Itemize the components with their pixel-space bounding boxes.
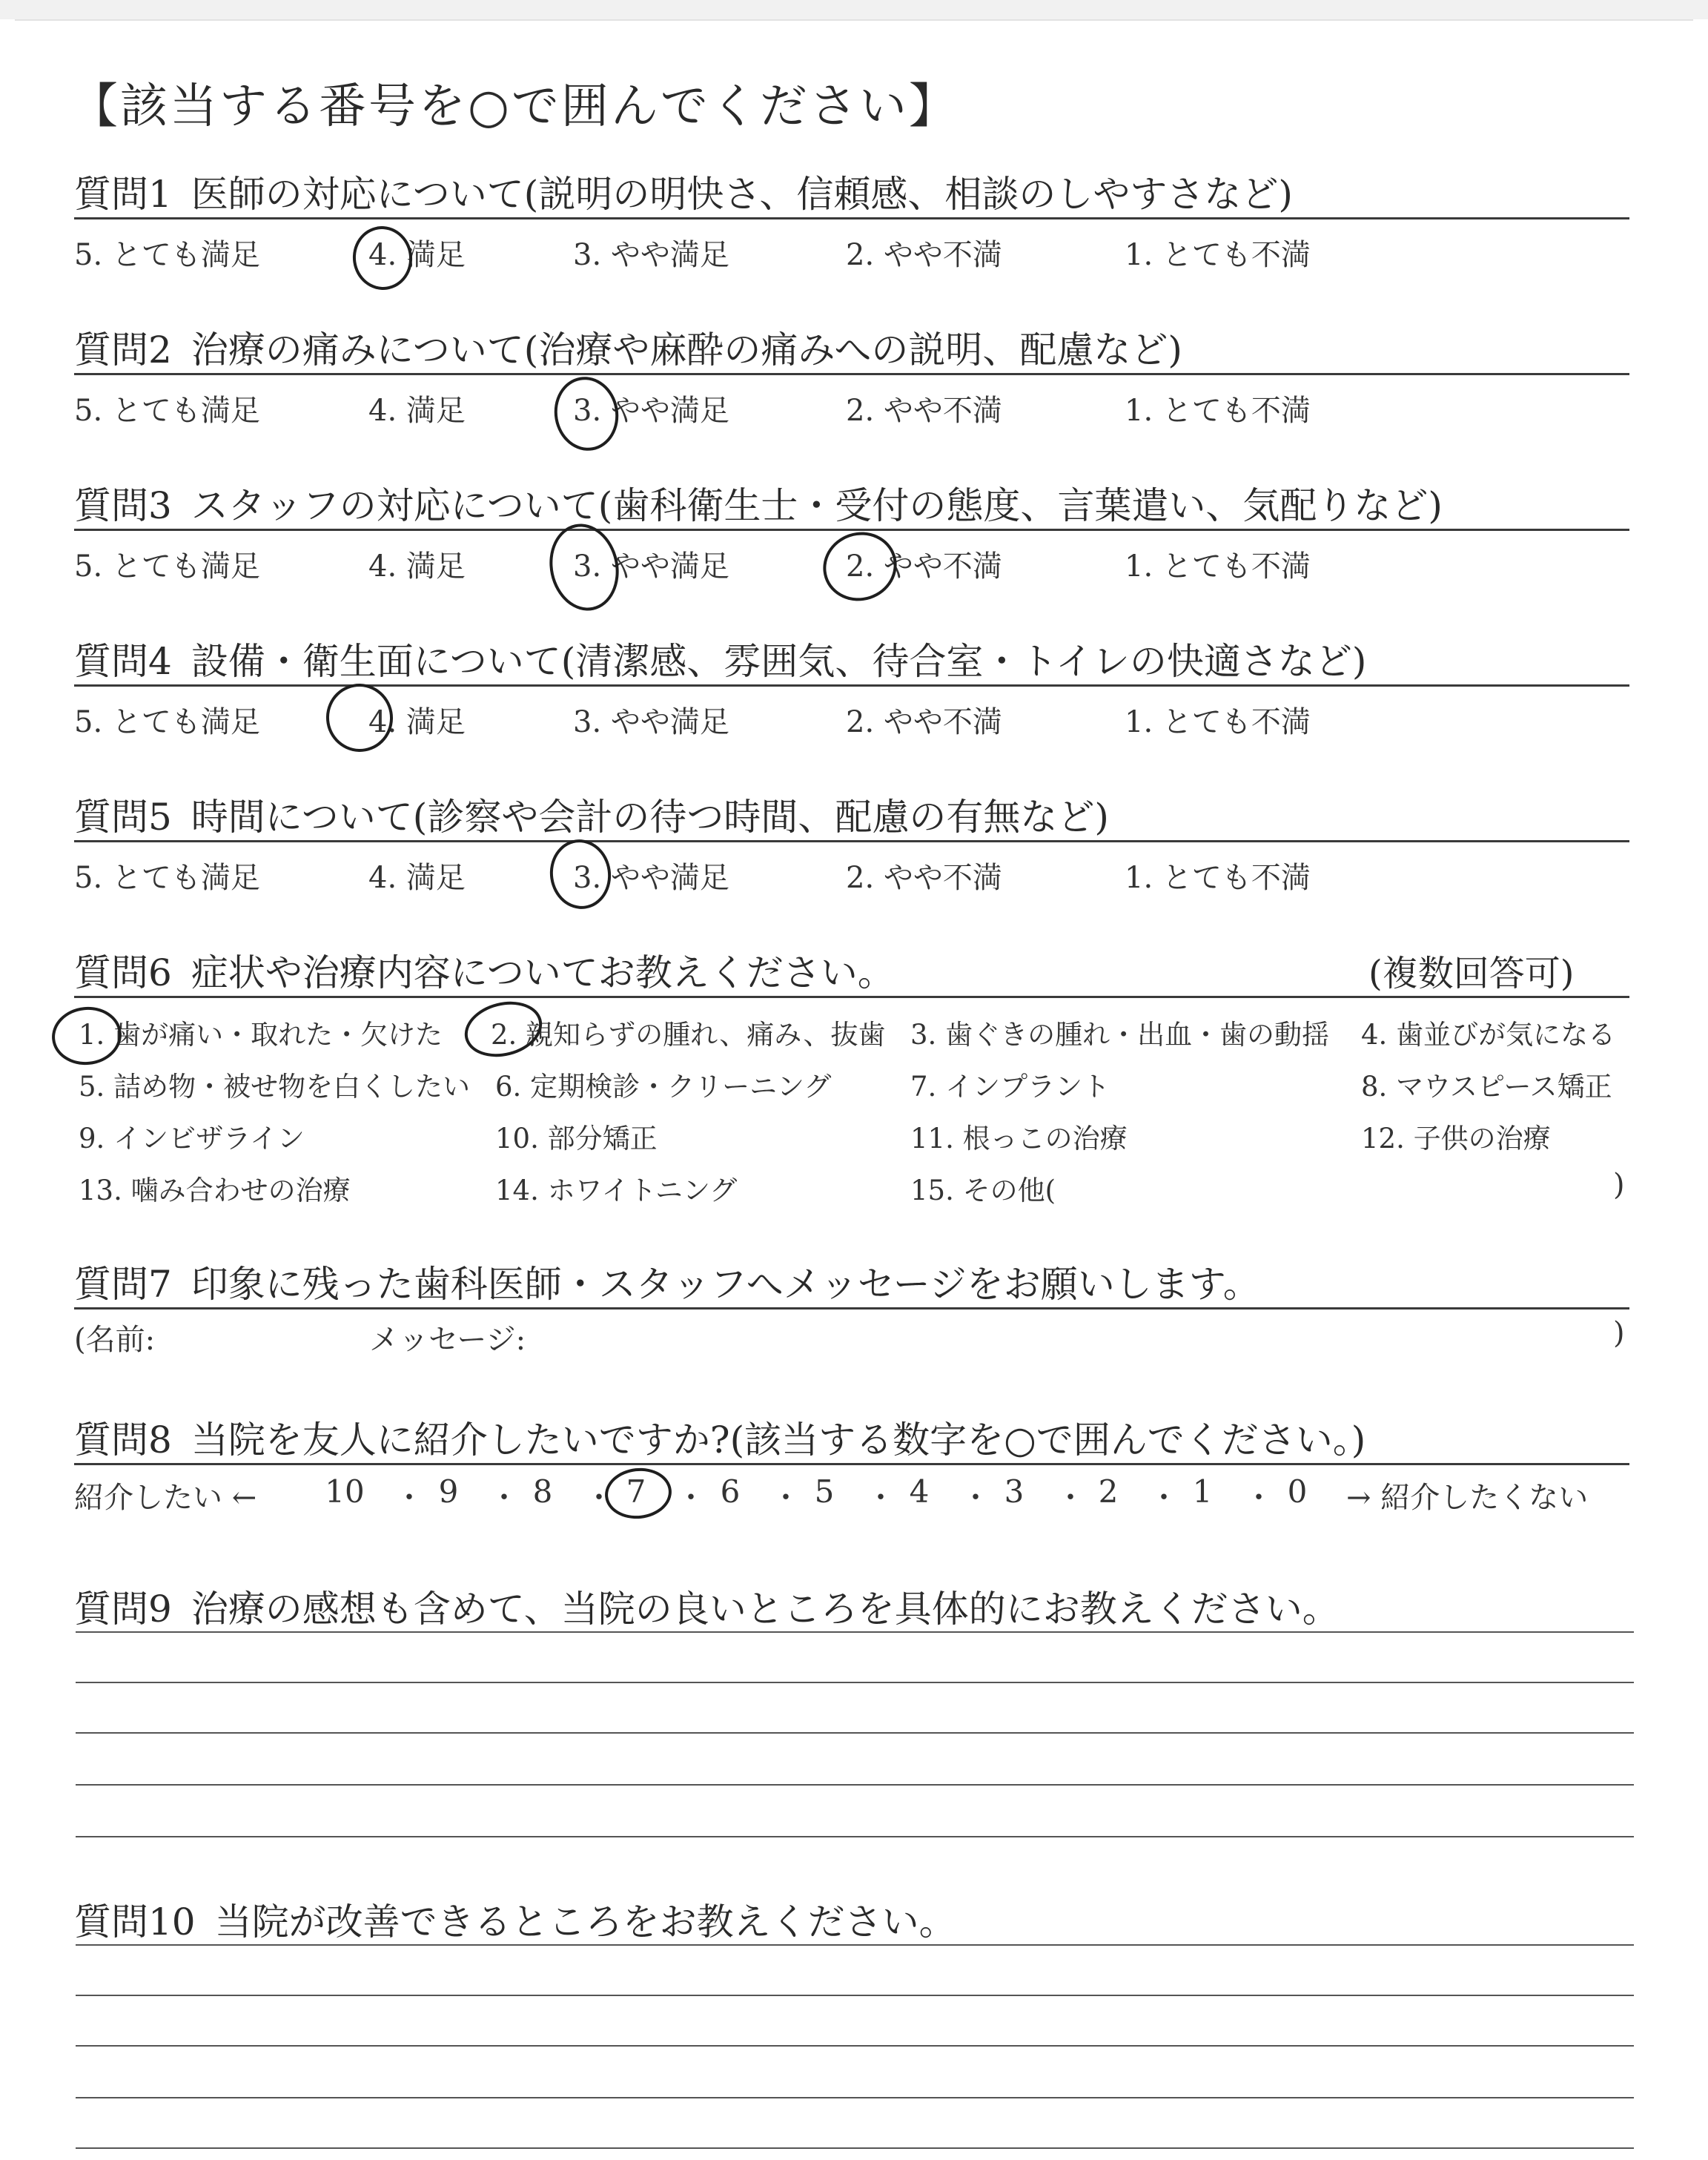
question-10-title [74,1892,956,1946]
question-1-rule [74,217,1629,219]
question-6-text: 症状や治療内容についてお教えください。 [191,951,895,994]
q8-score-0[interactable]: 0 [1287,1473,1308,1510]
form-heading: 【該当する番号を○で囲んでください】 [70,79,959,134]
q6-option-4[interactable]: 4. 歯並びが気になる [1361,1019,1616,1051]
q3-option-1[interactable]: 1. とても不満 [1125,549,1311,584]
q8-right-label: → 紹介したくない [1346,1481,1589,1515]
question-9-text: 治療の感想も含めて、当院の良いところを具体的にお教えください。 [191,1588,1340,1631]
question-4-number: 質問4 [74,640,172,683]
q9-writing-line[interactable] [76,1784,1634,1786]
question-1-title [74,165,1293,218]
q6-option-10[interactable]: 10. 部分矯正 [495,1123,658,1155]
q4-option-5[interactable]: 5. とても満足 [74,705,260,739]
q1-option-4[interactable]: 4. 満足 [368,238,466,272]
q8-score-2[interactable]: 2 [1098,1473,1119,1510]
q9-writing-line[interactable] [76,1732,1634,1734]
q8-separator: ・ [961,1481,990,1515]
q4-option-2[interactable]: 2. やや不満 [846,705,1002,739]
q8-separator: ・ [394,1481,424,1515]
q3-option-4[interactable]: 4. 満足 [368,549,466,584]
question-5-number: 質問5 [74,796,172,839]
q2-option-1[interactable]: 1. とても不満 [1125,394,1311,428]
q6-other-close-paren: ) [1613,1168,1625,1202]
q6-option-12[interactable]: 12. 子供の治療 [1361,1123,1551,1155]
question-3-text: スタッフの対応について(歯科衛生士・受付の態度、言葉遣い、気配りなど) [191,484,1443,527]
q10-writing-line[interactable] [76,2097,1634,2098]
question-5-title [74,787,1109,841]
q4-option-3[interactable]: 3. やや満足 [573,705,729,739]
question-4-text: 設備・衛生面について(清潔感、雰囲気、待合室・トイレの快適さなど) [191,640,1367,683]
q6-option-8[interactable]: 8. マウスピース矯正 [1361,1071,1612,1103]
q8-separator: ・ [489,1481,519,1515]
question-1-number: 質問1 [74,173,172,216]
q7-name-label: (名前: [74,1323,156,1357]
q6-option-6[interactable]: 6. 定期検診・クリーニング [495,1071,832,1103]
q8-score-9[interactable]: 9 [438,1473,459,1510]
q10-writing-line[interactable] [76,2045,1634,2047]
question-3-title [74,476,1443,529]
q1-option-1[interactable]: 1. とても不満 [1125,238,1311,272]
question-10-text: 当院が改善できるところをお教えください。 [214,1900,956,1943]
q2-option-4[interactable]: 4. 満足 [368,394,466,428]
q1-option-3[interactable]: 3. やや満足 [573,238,729,272]
q8-separator: ・ [771,1481,801,1515]
q8-separator: ・ [1244,1481,1274,1515]
q8-score-1[interactable]: 1 [1192,1473,1213,1510]
question-2-text: 治療の痛みについて(治療や麻酔の痛みへの説明、配慮など) [191,328,1182,371]
question-2-title [74,320,1182,374]
q6-option-13[interactable]: 13. 噛み合わせの治療 [79,1175,351,1206]
q8-separator: ・ [866,1481,896,1515]
q10-writing-line[interactable] [76,2147,1634,2149]
q8-score-4[interactable]: 4 [909,1473,930,1510]
question-7-rule [74,1307,1629,1309]
q6-option-7[interactable]: 7. インプラント [910,1071,1110,1103]
q3-option-2[interactable]: 2. やや不満 [846,549,1002,584]
q6-option-5[interactable]: 5. 詰め物・被せ物を白くしたい [79,1071,471,1103]
q4-option-4[interactable]: 4. 満足 [368,705,466,739]
q6-option-11[interactable]: 11. 根っこの治療 [910,1123,1128,1155]
q5-option-4[interactable]: 4. 満足 [368,861,466,895]
q8-separator: ・ [676,1481,706,1515]
q8-score-7[interactable]: 7 [626,1473,646,1510]
q6-option-2[interactable]: 2. 親知らずの腫れ、痛み、抜歯 [491,1019,886,1051]
question-4-rule [74,684,1629,687]
question-6-multi-answer-note: (複数回答可) [1368,953,1575,994]
q7-message-label: メッセージ: [369,1323,526,1357]
q6-option-1[interactable]: 1. 歯が痛い・取れた・欠けた [79,1019,443,1051]
question-8-text: 当院を友人に紹介したいですか?(該当する数字を○で囲んでください。) [191,1418,1366,1462]
q1-option-5[interactable]: 5. とても満足 [74,238,260,272]
q5-option-1[interactable]: 1. とても不満 [1125,861,1311,895]
q2-option-5[interactable]: 5. とても満足 [74,394,260,428]
q5-option-5[interactable]: 5. とても満足 [74,861,260,895]
q1-option-2[interactable]: 2. やや不満 [846,238,1002,272]
q9-writing-line[interactable] [76,1682,1634,1683]
q2-option-2[interactable]: 2. やや不満 [846,394,1002,428]
q8-score-8[interactable]: 8 [532,1473,553,1510]
question-1-text: 医師の対応について(説明の明快さ、信頼感、相談のしやすさなど) [191,173,1293,216]
q8-separator: ・ [584,1481,614,1515]
question-8-rule [74,1463,1629,1465]
q5-option-2[interactable]: 2. やや不満 [846,861,1002,895]
q8-score-6[interactable]: 6 [720,1473,741,1510]
q6-option-14[interactable]: 14. ホワイトニング [495,1175,738,1206]
q9-writing-line[interactable] [76,1631,1634,1633]
q8-score-5[interactable]: 5 [814,1473,835,1510]
question-6-rule [74,996,1629,998]
question-2-number: 質問2 [74,328,172,371]
q2-option-3[interactable]: 3. やや満足 [573,394,729,428]
q7-close-paren: ) [1613,1316,1625,1350]
question-8-title [74,1410,1366,1464]
q5-option-3[interactable]: 3. やや満足 [573,861,729,895]
question-3-number: 質問3 [74,484,172,527]
q4-option-1[interactable]: 1. とても不満 [1125,705,1311,739]
question-2-rule [74,373,1629,375]
q8-score-3[interactable]: 3 [1004,1473,1025,1510]
question-9-title [74,1579,1340,1633]
q8-left-label: 紹介したい ← [74,1481,257,1515]
question-4-title [74,632,1366,685]
question-3-rule [74,529,1629,531]
q3-option-3[interactable]: 3. やや満足 [573,549,729,584]
question-10-number: 質問10 [74,1900,196,1943]
question-7-number: 質問7 [74,1263,172,1306]
question-8-number: 質問8 [74,1418,172,1462]
q10-writing-line[interactable] [76,1995,1634,1996]
question-5-text: 時間について(診察や会計の待つ時間、配慮の有無など) [191,796,1109,839]
question-6-number: 質問6 [74,951,172,994]
question-6-title [74,943,895,997]
question-7-title [74,1255,1260,1308]
q3-option-5[interactable]: 5. とても満足 [74,549,260,584]
q9-writing-line[interactable] [76,1836,1634,1837]
q10-writing-line[interactable] [76,1944,1634,1946]
q6-option-15-other[interactable]: 15. その他( [910,1175,1056,1206]
question-9-number: 質問9 [74,1588,172,1631]
q8-separator: ・ [1056,1481,1085,1515]
question-7-text: 印象に残った歯科医師・スタッフへメッセージをお願いします。 [191,1263,1260,1306]
q6-option-9[interactable]: 9. インビザライン [79,1123,305,1155]
q8-separator: ・ [1149,1481,1179,1515]
q8-score-10[interactable]: 10 [325,1473,365,1510]
q6-option-3[interactable]: 3. 歯ぐきの腫れ・出血・歯の動揺 [910,1019,1330,1051]
question-5-rule [74,840,1629,842]
